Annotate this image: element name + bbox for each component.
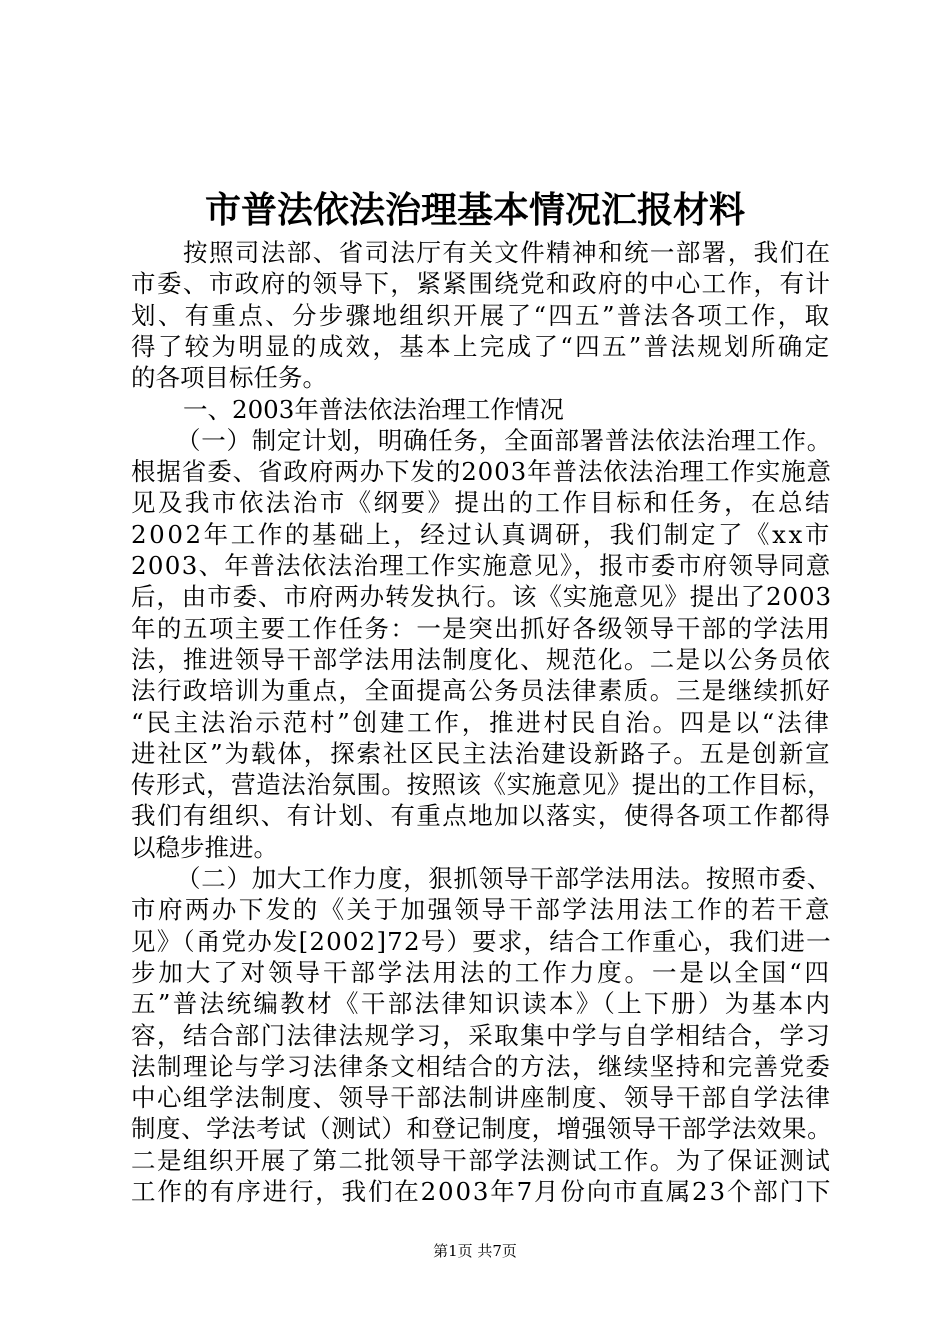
body-line: 步加大了对领导干部学法用法的工作力度。一是以全国“四 bbox=[131, 957, 832, 987]
body-line: 二是组织开展了第二批领导干部学法测试工作。为了保证测试 bbox=[131, 1145, 832, 1175]
body-line: 2002年工作的基础上，经过认真调研，我们制定了《xx市 bbox=[131, 519, 832, 549]
body-line: 的各项目标任务。 bbox=[131, 363, 327, 393]
body-line: 2003、年普法依法治理工作实施意见》，报市委市府领导同意 bbox=[131, 551, 832, 580]
body-line: 法制理论与学习法律条文相结合的方法，继续坚持和完善党委 bbox=[131, 1051, 832, 1081]
body-line: 中心组学法制度、领导干部法制讲座制度、领导干部自学法律 bbox=[131, 1083, 832, 1113]
body-line: 按照司法部、省司法厅有关文件精神和统一部署，我们在 bbox=[183, 238, 832, 267]
body-line: 市府两办下发的《关于加强领导干部学法用法工作的若干意 bbox=[131, 895, 832, 925]
body-line: 制度、学法考试（测试）和登记制度，增强领导干部学法效果。 bbox=[131, 1114, 833, 1144]
body-line: 年的五项主要工作任务：一是突出抓好各级领导干部的学法用 bbox=[131, 613, 832, 643]
body-line: 工作的有序进行，我们在2003年7月份向市直属23个部门下 bbox=[131, 1177, 833, 1206]
body-line: 我们有组织、有计划、有重点地加以落实，使得各项工作都得 bbox=[131, 801, 832, 831]
body-line: 传形式，营造法治氛围。按照该《实施意见》提出的工作目标， bbox=[131, 770, 833, 800]
body-line: 容，结合部门法律法规学习，采取集中学与自学相结合，学习 bbox=[131, 1020, 832, 1050]
body-line: 法行政培训为重点，全面提高公务员法律素质。三是继续抓好 bbox=[131, 676, 832, 706]
body-line: （二）加大工作力度，狠抓领导干部学法用法。按照市委、 bbox=[176, 864, 832, 893]
document-title: 市普法依法治理基本情况汇报材料 bbox=[204, 189, 745, 231]
body-line: （一）制定计划，明确任务，全面部署普法依法治理工作。 bbox=[176, 425, 832, 455]
body-line: 见》（甬党办发[2002]72号）要求，结合工作重心，我们进一 bbox=[131, 926, 832, 956]
body-line: 市委、市政府的领导下，紧紧围绕党和政府的中心工作，有计 bbox=[131, 269, 832, 299]
body-line: 见及我市依法治市《纲要》提出的工作目标和任务，在总结 bbox=[131, 488, 832, 518]
body-line: 得了较为明显的成效，基本上完成了“四五”普法规划所确定 bbox=[131, 331, 832, 361]
page-footer: 第1页 共7页 bbox=[433, 1242, 517, 1260]
body-line: 法，推进领导干部学法用法制度化、规范化。二是以公务员依 bbox=[131, 644, 832, 674]
body-line: 划、有重点、分步骤地组织开展了“四五”普法各项工作，取 bbox=[131, 300, 832, 330]
body-line: 进社区”为载体，探索社区民主法治建设新路子。五是创新宣 bbox=[131, 738, 832, 768]
body-line: 一、2003年普法依法治理工作情况 bbox=[183, 394, 564, 424]
body-line: “民主法治示范村”创建工作，推进村民自治。四是以“法律 bbox=[131, 707, 832, 737]
body-line: 五”普法统编教材《干部法律知识读本》（上下册）为基本内 bbox=[131, 989, 833, 1019]
body-line: 后，由市委、市府两办转发执行。该《实施意见》提出了2003 bbox=[131, 582, 832, 612]
body-line: 根据省委、省政府两办下发的2003年普法依法治理工作实施意 bbox=[131, 457, 832, 487]
body-line: 以稳步推进。 bbox=[131, 832, 278, 862]
